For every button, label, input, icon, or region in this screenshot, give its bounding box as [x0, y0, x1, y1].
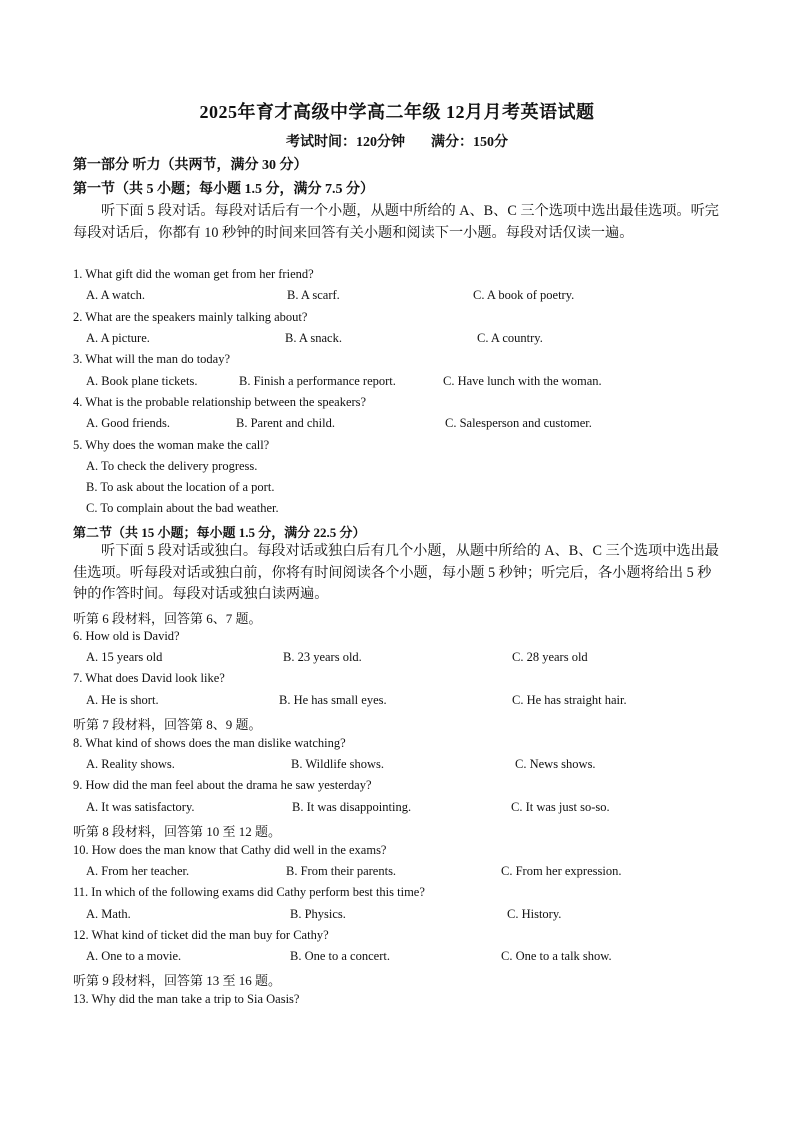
- q2-option-a[interactable]: A. A picture.: [86, 331, 150, 345]
- q3-option-c[interactable]: C. Have lunch with the woman.: [443, 374, 602, 388]
- q10-option-c[interactable]: C. From her expression.: [501, 864, 622, 878]
- question-3: 3. What will the man do today?: [73, 352, 231, 366]
- question-4: 4. What is the probable relationship between the speakers?: [73, 395, 367, 409]
- question-6: 6. How old is David?: [73, 629, 180, 643]
- question-5: 5. Why does the woman make the call?: [73, 438, 270, 452]
- part-1-heading: 第一部分 听力（共两节，满分 30 分）: [73, 158, 308, 173]
- section-2-heading: 第二节（共 15 小题；每小题 1.5 分，满分 22.5 分）: [73, 525, 366, 540]
- q7-option-a[interactable]: A. He is short.: [86, 693, 159, 707]
- exam-score: 满分：150分: [431, 135, 508, 150]
- q3-option-b[interactable]: B. Finish a performance report.: [239, 374, 396, 388]
- material-9-header: 听第 9 段材料，回答第 13 至 16 题。: [73, 973, 282, 988]
- q11-option-a[interactable]: A. Math.: [86, 907, 131, 921]
- question-9: 9. How did the man feel about the drama he saw yesterday?: [73, 778, 372, 792]
- q3-option-a[interactable]: A. Book plane tickets.: [86, 374, 198, 388]
- q7-option-c[interactable]: C. He has straight hair.: [512, 693, 627, 707]
- material-6-header: 听第 6 段材料，回答第 6、7 题。: [73, 611, 262, 626]
- q9-option-c[interactable]: C. It was just so-so.: [511, 800, 610, 814]
- q6-option-b[interactable]: B. 23 years old.: [283, 650, 362, 664]
- exam-meta: [0, 131, 794, 151]
- section-2-instructions: 听下面 5 段对话或独白。每段对话或独白后有几个小题，从题中所给的 A、B、C 三个选项中选出最佳选项。听每段对话或独白前，你将有时间阅读各个小题，每小题 5 秒钟；听完后，各小题将给出 5 秒钟的作答时间。每段对话或独白读两遍。: [73, 543, 719, 602]
- q12-option-a[interactable]: A. One to a movie.: [86, 949, 182, 963]
- q10-option-a[interactable]: A. From her teacher.: [86, 864, 190, 878]
- q8-option-a[interactable]: A. Reality shows.: [86, 757, 175, 771]
- q9-option-a[interactable]: A. It was satisfactory.: [86, 800, 195, 814]
- material-7-header: 听第 7 段材料，回答第 8、9 题。: [73, 717, 262, 732]
- question-13: 13. Why did the man take a trip to Sia Oasis?: [73, 992, 300, 1006]
- q5-option-c[interactable]: C. To complain about the bad weather.: [86, 501, 279, 515]
- q6-option-a[interactable]: A. 15 years old: [86, 650, 163, 664]
- q8-option-b[interactable]: B. Wildlife shows.: [291, 757, 385, 771]
- question-8: 8. What kind of shows does the man dislike watching?: [73, 736, 346, 750]
- question-1: 1. What gift did the woman get from her friend?: [73, 267, 314, 281]
- q8-option-c[interactable]: C. News shows.: [515, 757, 596, 771]
- question-10: 10. How does the man know that Cathy did well in the exams?: [73, 843, 387, 857]
- q1-option-b[interactable]: B. A scarf.: [287, 288, 340, 302]
- q11-option-b[interactable]: B. Physics.: [290, 907, 346, 921]
- section-1-instructions: 听下面 5 段对话。每段对话后有一个小题，从题中所给的 A、B、C 三个选项中选出最佳选项。听完每段对话后，你都有 10 秒钟的时间来回答有关小题和阅读下一小题。每段对话仅读一遍。: [73, 203, 719, 241]
- q9-option-b[interactable]: B. It was disappointing.: [292, 800, 412, 814]
- q5-option-b[interactable]: B. To ask about the location of a port.: [86, 480, 275, 494]
- q12-option-c[interactable]: C. One to a talk show.: [501, 949, 612, 963]
- q1-option-c[interactable]: C. A book of poetry.: [473, 288, 575, 302]
- material-8-header: 听第 8 段材料，回答第 10 至 12 题。: [73, 824, 282, 839]
- q7-option-b[interactable]: B. He has small eyes.: [279, 693, 387, 707]
- question-12: 12. What kind of ticket did the man buy for Cathy?: [73, 928, 329, 942]
- question-2: 2. What are the speakers mainly talking about?: [73, 310, 308, 324]
- q4-option-b[interactable]: B. Parent and child.: [236, 416, 335, 430]
- question-7: 7. What does David look like?: [73, 671, 225, 685]
- q12-option-b[interactable]: B. One to a concert.: [290, 949, 390, 963]
- q5-option-a[interactable]: A. To check the delivery progress.: [86, 459, 258, 473]
- exam-title: 2025年育才高级中学高二年级 12月月考英语试题: [199, 102, 595, 122]
- q10-option-b[interactable]: B. From their parents.: [286, 864, 397, 878]
- question-11: 11. In which of the following exams did Cathy perform best this time?: [73, 885, 425, 899]
- q4-option-c[interactable]: C. Salesperson and customer.: [445, 416, 592, 430]
- section-1-heading: 第一节（共 5 小题；每小题 1.5 分，满分 7.5 分）: [73, 182, 374, 197]
- q1-option-a[interactable]: A. A watch.: [86, 288, 146, 302]
- q2-option-b[interactable]: B. A snack.: [285, 331, 342, 345]
- exam-time: 考试时间：120分钟: [286, 135, 405, 150]
- q6-option-c[interactable]: C. 28 years old: [512, 650, 588, 664]
- q2-option-c[interactable]: C. A country.: [477, 331, 543, 345]
- q4-option-a[interactable]: A. Good friends.: [86, 416, 171, 430]
- q11-option-c[interactable]: C. History.: [507, 907, 562, 921]
